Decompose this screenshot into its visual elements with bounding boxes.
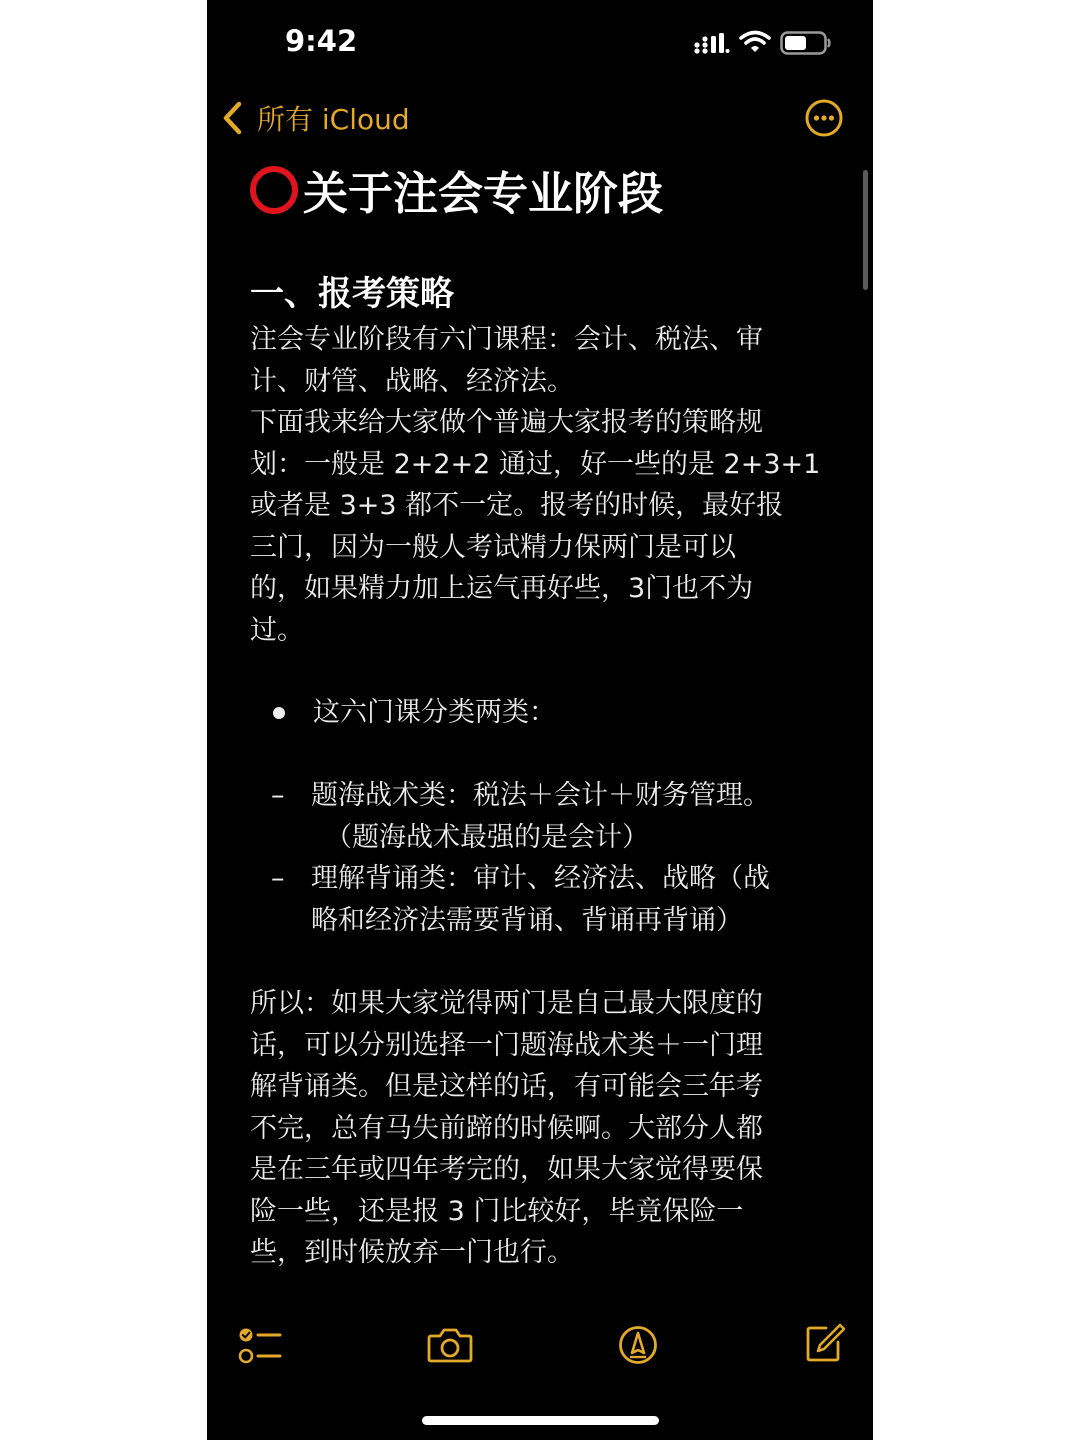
- phone-screen: [207, 0, 873, 1440]
- bullet-text: 这六门课分类两类：: [313, 697, 556, 728]
- markup-icon[interactable]: [618, 1325, 658, 1365]
- section-heading: 一、报考策略: [250, 274, 454, 314]
- note-title[interactable]: [250, 157, 663, 222]
- paragraph-strategy[interactable]: [250, 319, 820, 651]
- text-line: 略和经济法需要背诵、背诵再背诵）: [311, 904, 743, 936]
- back-button[interactable]: [221, 96, 410, 140]
- text-line: 题海战术类：税法＋会计＋财务管理。: [311, 780, 770, 811]
- red-circle-icon: [250, 166, 298, 214]
- text-line: 不完，总有马失前蹄的时候啊。大部分人都: [250, 1112, 763, 1144]
- camera-icon[interactable]: [427, 1327, 473, 1363]
- cellular-signal-icon: [694, 32, 730, 54]
- text-line: 的，如果精力加上运气再好些，3门也不为: [250, 573, 754, 604]
- text-line: （题海战术最强的是会计）: [325, 821, 649, 853]
- text-line: 划：一般是 2+2+2 通过，好一些的是 2+3+1: [250, 448, 821, 480]
- text-line: 是在三年或四年考完的，如果大家觉得要保: [250, 1154, 763, 1185]
- text-line: 下面我来给大家做个普遍大家报考的策略规: [250, 407, 763, 438]
- bullet-dot-icon: [273, 707, 285, 719]
- chevron-left-icon: [221, 100, 245, 136]
- text-line: 所以：如果大家觉得两门是自己最大限度的: [250, 988, 763, 1019]
- text-line: 些，到时候放弃一门也行。: [250, 1237, 574, 1268]
- back-label: 所有 iCloud: [257, 103, 410, 136]
- wifi-icon: [739, 30, 771, 54]
- home-indicator[interactable]: [422, 1416, 659, 1425]
- text-line: 险一些，还是报 3 门比较好，毕竟保险一: [250, 1195, 744, 1227]
- text-line: 或者是 3+3 都不一定。报考的时候，最好报: [250, 490, 784, 521]
- status-time: 9:42: [285, 24, 358, 58]
- text-line: 理解背诵类：审计、经济法、战略（战: [311, 863, 770, 894]
- more-options-icon[interactable]: [804, 98, 844, 138]
- text-line: 解背诵类。但是这样的话，有可能会三年考: [250, 1071, 763, 1102]
- text-line: 计、财管、战略、经济法。: [250, 365, 574, 397]
- dash-marker: –: [271, 780, 285, 811]
- battery-icon: [780, 31, 832, 55]
- compose-icon[interactable]: [804, 1322, 846, 1364]
- dash-marker: –: [271, 863, 285, 894]
- text-line: 三门，因为一般人考试精力保两门是可以: [250, 531, 736, 563]
- bullet-item[interactable]: [271, 692, 556, 734]
- text-line: 注会专业阶段有六门课程：会计、税法、审: [250, 324, 763, 355]
- checklist-icon[interactable]: [238, 1326, 282, 1366]
- text-line: 过。: [250, 614, 304, 646]
- note-title-text: 关于注会专业阶段: [303, 167, 664, 220]
- paragraph-conclusion[interactable]: [250, 983, 763, 1274]
- scroll-indicator[interactable]: [863, 170, 868, 290]
- text-line: 话，可以分别选择一门题海战术类＋一门理: [250, 1029, 763, 1061]
